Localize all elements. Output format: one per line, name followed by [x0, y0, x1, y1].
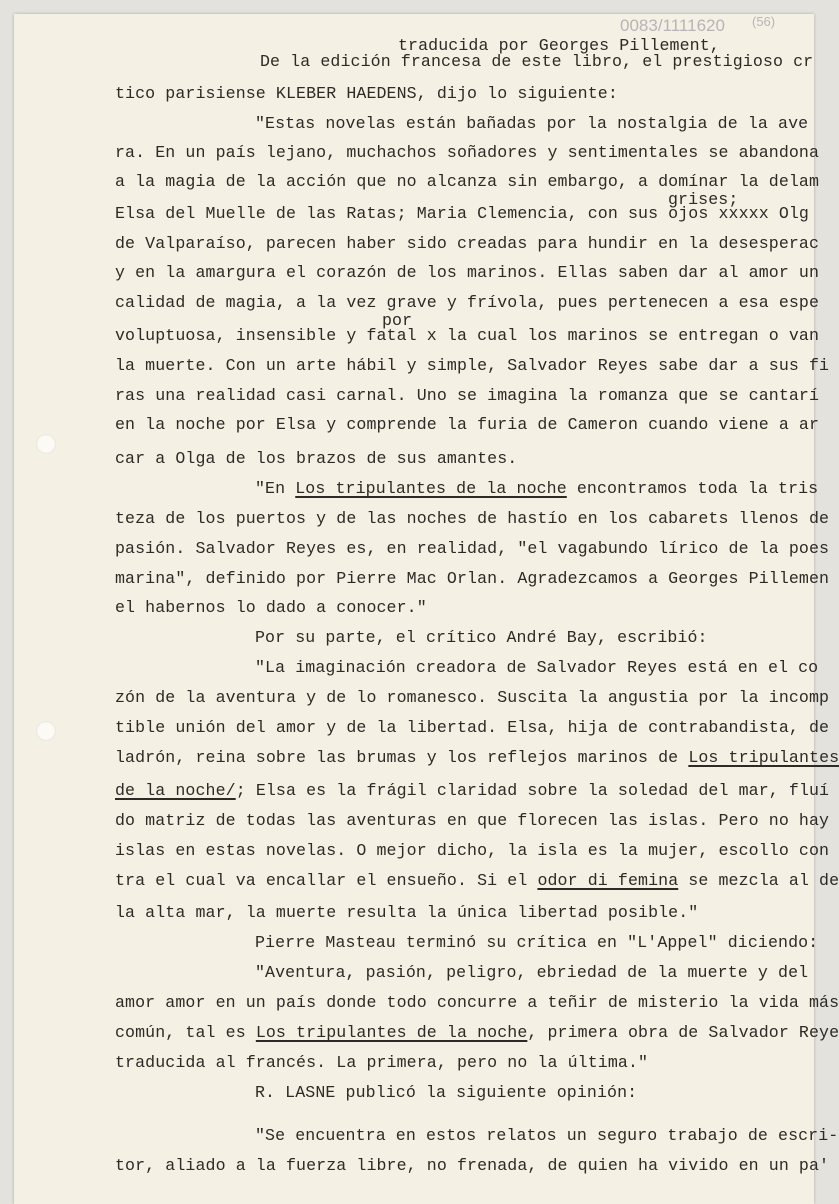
text-line: "Se encuentra en estos relatos un seguro trabajo de escri- [255, 1126, 839, 1145]
text-line: ra. En un país lejano, muchachos soñadores y sentimentales se abandona [115, 143, 820, 162]
text-line: pasión. Salvador Reyes es, en realidad, "el vagabundo lírico de la poes [115, 539, 830, 558]
text-line [255, 479, 818, 498]
text-line: en la noche por Elsa y comprende la furia de Cameron cuando viene a ar [115, 415, 820, 434]
text-line [115, 871, 839, 890]
text: encontramos toda la tris [566, 479, 819, 498]
text-line: Por su parte, el crítico André Bay, escribió: [255, 628, 708, 647]
correction: por [382, 311, 413, 330]
text-line: amor amor en un país donde todo concurre a teñir de misterio la vida más [115, 993, 839, 1012]
text: tra el cual va encallar el ensueño. Si el [115, 871, 538, 890]
book-title: de la noche/ [115, 781, 236, 800]
text-line: traducida al francés. La primera, pero no la última." [115, 1053, 649, 1072]
text-line: Elsa del Muelle de las Ratas; Maria Clemencia, con sus ojos xxxxx Olg [115, 204, 809, 223]
text-line: voluptuosa, insensible y fatal x la cual los marinos se entregan o van [115, 326, 820, 345]
text: ladrón, reina sobre las brumas y los reflejos marinos de [115, 748, 689, 767]
book-title: Los tripulantes [688, 748, 839, 767]
text-line: tor, aliado a la fuerza libre, no frenada, de quien ha vivido en un pa' [115, 1156, 830, 1175]
page-ref: (56) [752, 14, 776, 29]
text-line [115, 781, 829, 800]
text-line: "Estas novelas están bañadas por la nostalgia de la ave [255, 114, 809, 133]
handwritten-correction: grises; [668, 190, 739, 209]
text-line: traducida por Georges Pillement, [398, 36, 720, 55]
text-line: la muerte. Con un arte hábil y simple, Salvador Reyes sabe dar a sus fi [115, 356, 830, 375]
text-line: calidad de magia, a la vez grave y frívola, pues pertenecen a esa espe [115, 293, 820, 312]
text-line [115, 748, 839, 767]
punch-hole [36, 434, 56, 454]
text: ; Elsa es la frágil claridad sobre la soledad del mar, fluí [235, 781, 830, 800]
text-line: car a Olga de los brazos de sus amantes. [115, 449, 518, 468]
text: "En [255, 479, 296, 498]
underlined-phrase: odor di femina [537, 871, 679, 890]
text-line: de Valparaíso, parecen haber sido creadas para hundir en la desesperac [115, 234, 820, 253]
text-line: tible unión del amor y de la libertad. Elsa, hija de contrabandista, de [115, 718, 830, 737]
text-line: Pierre Masteau terminó su crítica en "L'Appel" diciendo: [255, 933, 819, 952]
book-title: Los tripulantes de la noche [255, 1023, 528, 1042]
text-line: zón de la aventura y de lo romanesco. Suscita la angustia por la incomp [115, 688, 830, 707]
book-title: Los tripulantes de la noche [295, 479, 567, 498]
text-line: "Aventura, pasión, peligro, ebriedad de la muerte y del [255, 963, 809, 982]
text-line: islas en estas novelas. O mejor dicho, la isla es la mujer, escollo con [115, 841, 830, 860]
text-line: "La imaginación creadora de Salvador Reyes está en el co [255, 658, 819, 677]
typewritten-page [14, 14, 839, 1204]
text-line: tico parisiense KLEBER HAEDENS, dijo lo siguiente: [115, 84, 618, 103]
text-line [115, 1023, 839, 1042]
text-line: teza de los puertos y de las noches de hastío en los cabarets llenos de [115, 509, 830, 528]
text-line: marina", definido por Pierre Mac Orlan. Agradezcamos a Georges Pillemen [115, 569, 830, 588]
archive-code: 0083/1111620 [620, 16, 725, 35]
text: se mezcla al de [678, 871, 839, 890]
text-line: el habernos lo dado a conocer." [115, 598, 427, 617]
text: común, tal es [115, 1023, 256, 1042]
text-line: y en la amargura el corazón de los marinos. Ellas saben dar al amor un [115, 263, 820, 282]
punch-hole [36, 721, 56, 741]
text: , primera obra de Salvador Reye [527, 1023, 839, 1042]
text-line: R. LASNE publicó la siguiente opinión: [255, 1083, 638, 1102]
text-line: do matriz de todas las aventuras en que florecen las islas. Pero no hay [115, 811, 830, 830]
text-line: ras una realidad casi carnal. Uno se imagina la romanza que se cantarí [115, 386, 820, 405]
text-line: De la edición francesa de este libro, el prestigioso cr [260, 52, 814, 71]
text-line: la alta mar, la muerte resulta la única libertad posible." [115, 903, 699, 922]
text-line: a la magia de la acción que no alcanza sin embargo, a domínar la delam [115, 172, 820, 191]
